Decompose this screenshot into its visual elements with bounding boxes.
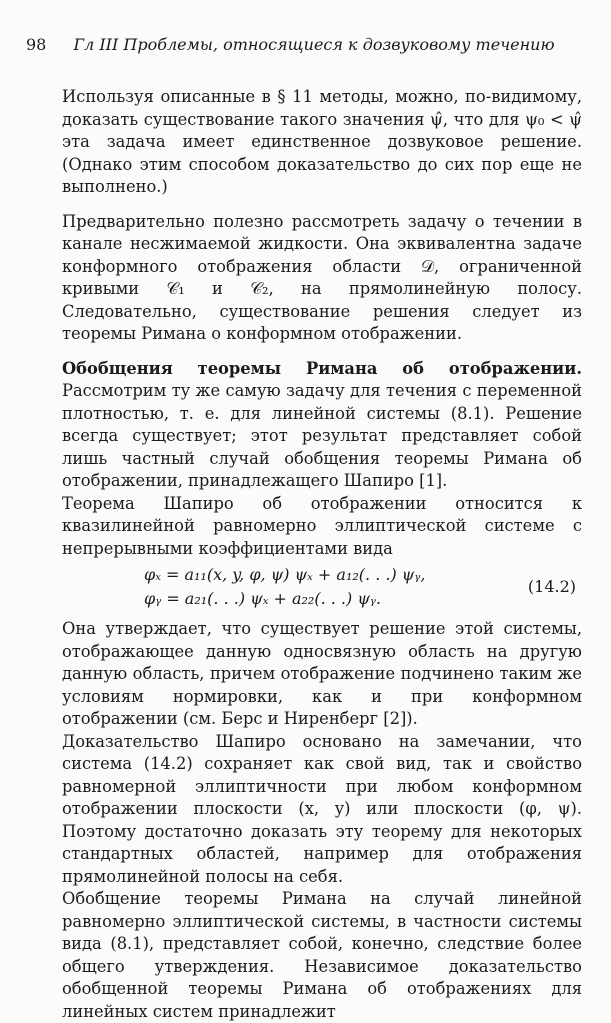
paragraph: Предварительно полезно рассмотреть задачу о течении в канале несжимаемой жидкости. Она эквивалентна задаче конформного отображения области 𝒟, ограниченной кривыми 𝒞₁ и 𝒞₂, на прямолинейную полосу. Следовательно, существование решения следует из теоремы Римана о конформном отображении. <box>62 211 582 343</box>
section-heading: Обобщения теоремы Римана об отображении. <box>62 358 582 378</box>
page-number: 98 <box>26 35 47 54</box>
running-header <box>26 34 596 56</box>
paragraph-text: Рассмотрим ту же самую задачу для течения с переменной плотностью, т. е. для линейной системы (8.1). Решение всегда существует; этот результат представляет собой лишь частный случай обобщения теоремы Римана об отображении, принадлежащего Шапиро [1]. <box>62 381 582 490</box>
equation-line-1: φₓ = a₁₁(x, y, φ, ψ) ψₓ + a₁₂(. . .) ψᵧ, <box>144 565 426 584</box>
paragraph: Теорема Шапиро об отображении относится к квазилинейной равномерно эллиптической системе с непрерывными коэффициентами вида <box>62 493 582 558</box>
paragraph: Доказательство Шапиро основано на замечании, что система (14.2) сохраняет как свой вид, так и свойство равномерной эллиптичности при любом конформном отображении плоскости (x, y) или плоскости (φ, ψ). Поэтому достаточно доказать эту теорему для некоторых стандартных областей, например для отображения прямолинейной полосы на себя. <box>62 731 582 886</box>
equation-number: (14.2) <box>527 577 576 596</box>
equation-line-2: φᵧ = a₂₁(. . .) ψₓ + a₂₂(. . .) ψᵧ. <box>144 589 381 608</box>
running-title: Гл III Проблемы, относящиеся к дозвуковому течению <box>73 35 555 54</box>
page-body <box>62 86 582 1023</box>
equation-block <box>62 564 582 614</box>
paragraph <box>62 358 582 493</box>
paragraph: Обобщение теоремы Римана на случай линейной равномерно эллиптической системы, в частности системы вида (8.1), представляет собой, конечно, следствие более общего утверждения. Независимое доказательство обобщенной теоремы Римана об отображениях для линейных систем принадлежит <box>62 889 582 1021</box>
paragraph: Используя описанные в § 11 методы, можно, по-видимому, доказать существование такого значения ψ̂, что для ψ₀ < ψ̂ эта задача имеет единственное дозвуковое решение. (Однако этим способом доказательство до сих пор еще не выполнено.) <box>62 87 582 196</box>
paragraph: Она утверждает, что существует решение этой системы, отображающее данную односвязную область на другую данную область, причем отображение подчинено таким же условиям нормировки, как и при конформном отображении (см. Берс и Ниренберг [2]). <box>62 619 582 728</box>
